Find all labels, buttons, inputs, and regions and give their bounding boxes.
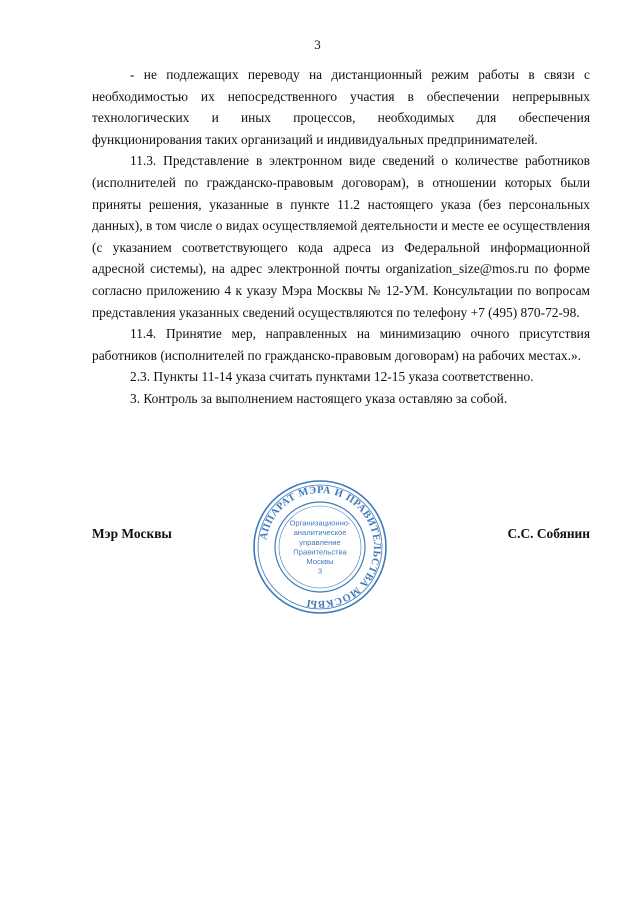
seal-outer-text: АППАРАТ МЭРА И ПРАВИТЕЛЬСТВА МОСКВЫ [258, 484, 383, 610]
paragraph-11-4: 11.4. Принятие мер, направленных на минимизацию очного присутствия работников (исполнителей по гражданско-правовым договорам) на рабочих местах.». [92, 326, 590, 363]
paragraph-11-3: 11.3. Представление в электронном виде сведений о количестве работников (исполнителей по гражданско-правовым договорам), в отношении которых были приняты решения, указанные в пункте 11.2 настоящего указа (без персональных данных), в том числе о видах осуществляемой деятельности и месте ее осуществления (с указанием соответствующего кода адреса из Федеральной информационной адресной системы), на адрес электронной почты organization_size@mos.ru по форме согласно приложению 4 к указу Мэра Москвы № 12-УМ. Консультации по вопросам представления указанных сведений осуществляются по телефону +7 (495) 870-72-98. [92, 153, 590, 320]
official-seal-stamp [252, 479, 388, 615]
seal-center-line: Правительства [293, 547, 347, 557]
paragraph-2-3: 2.3. Пункты 11-14 указа считать пунктами 12-15 указа соответственно. [130, 369, 534, 385]
signatory-name: С.С. Собянин [507, 526, 590, 541]
seal-center-line: аналитическое [293, 528, 347, 538]
paragraph-3: 3. Контроль за выполнением настоящего указа оставляю за собой. [130, 390, 508, 406]
seal-center-line: 3 [317, 566, 323, 576]
signatory-position: Мэр Москвы [92, 526, 172, 541]
paragraph-list-item: - не подлежащих переводу на дистанционный режим работы в связи с необходимостью их непосредственного участия в обеспечении непрерывных технологических и иных процессов, необходимых для обеспечения функционирования таких организаций и индивидуальных предпринимателей. [92, 67, 590, 147]
seal-center-line: Организационно- [289, 518, 351, 528]
document-body [92, 64, 590, 410]
seal-center-line: Москвы [306, 557, 334, 566]
page-number: 3 [314, 37, 321, 52]
seal-center-line: управление [299, 537, 341, 547]
